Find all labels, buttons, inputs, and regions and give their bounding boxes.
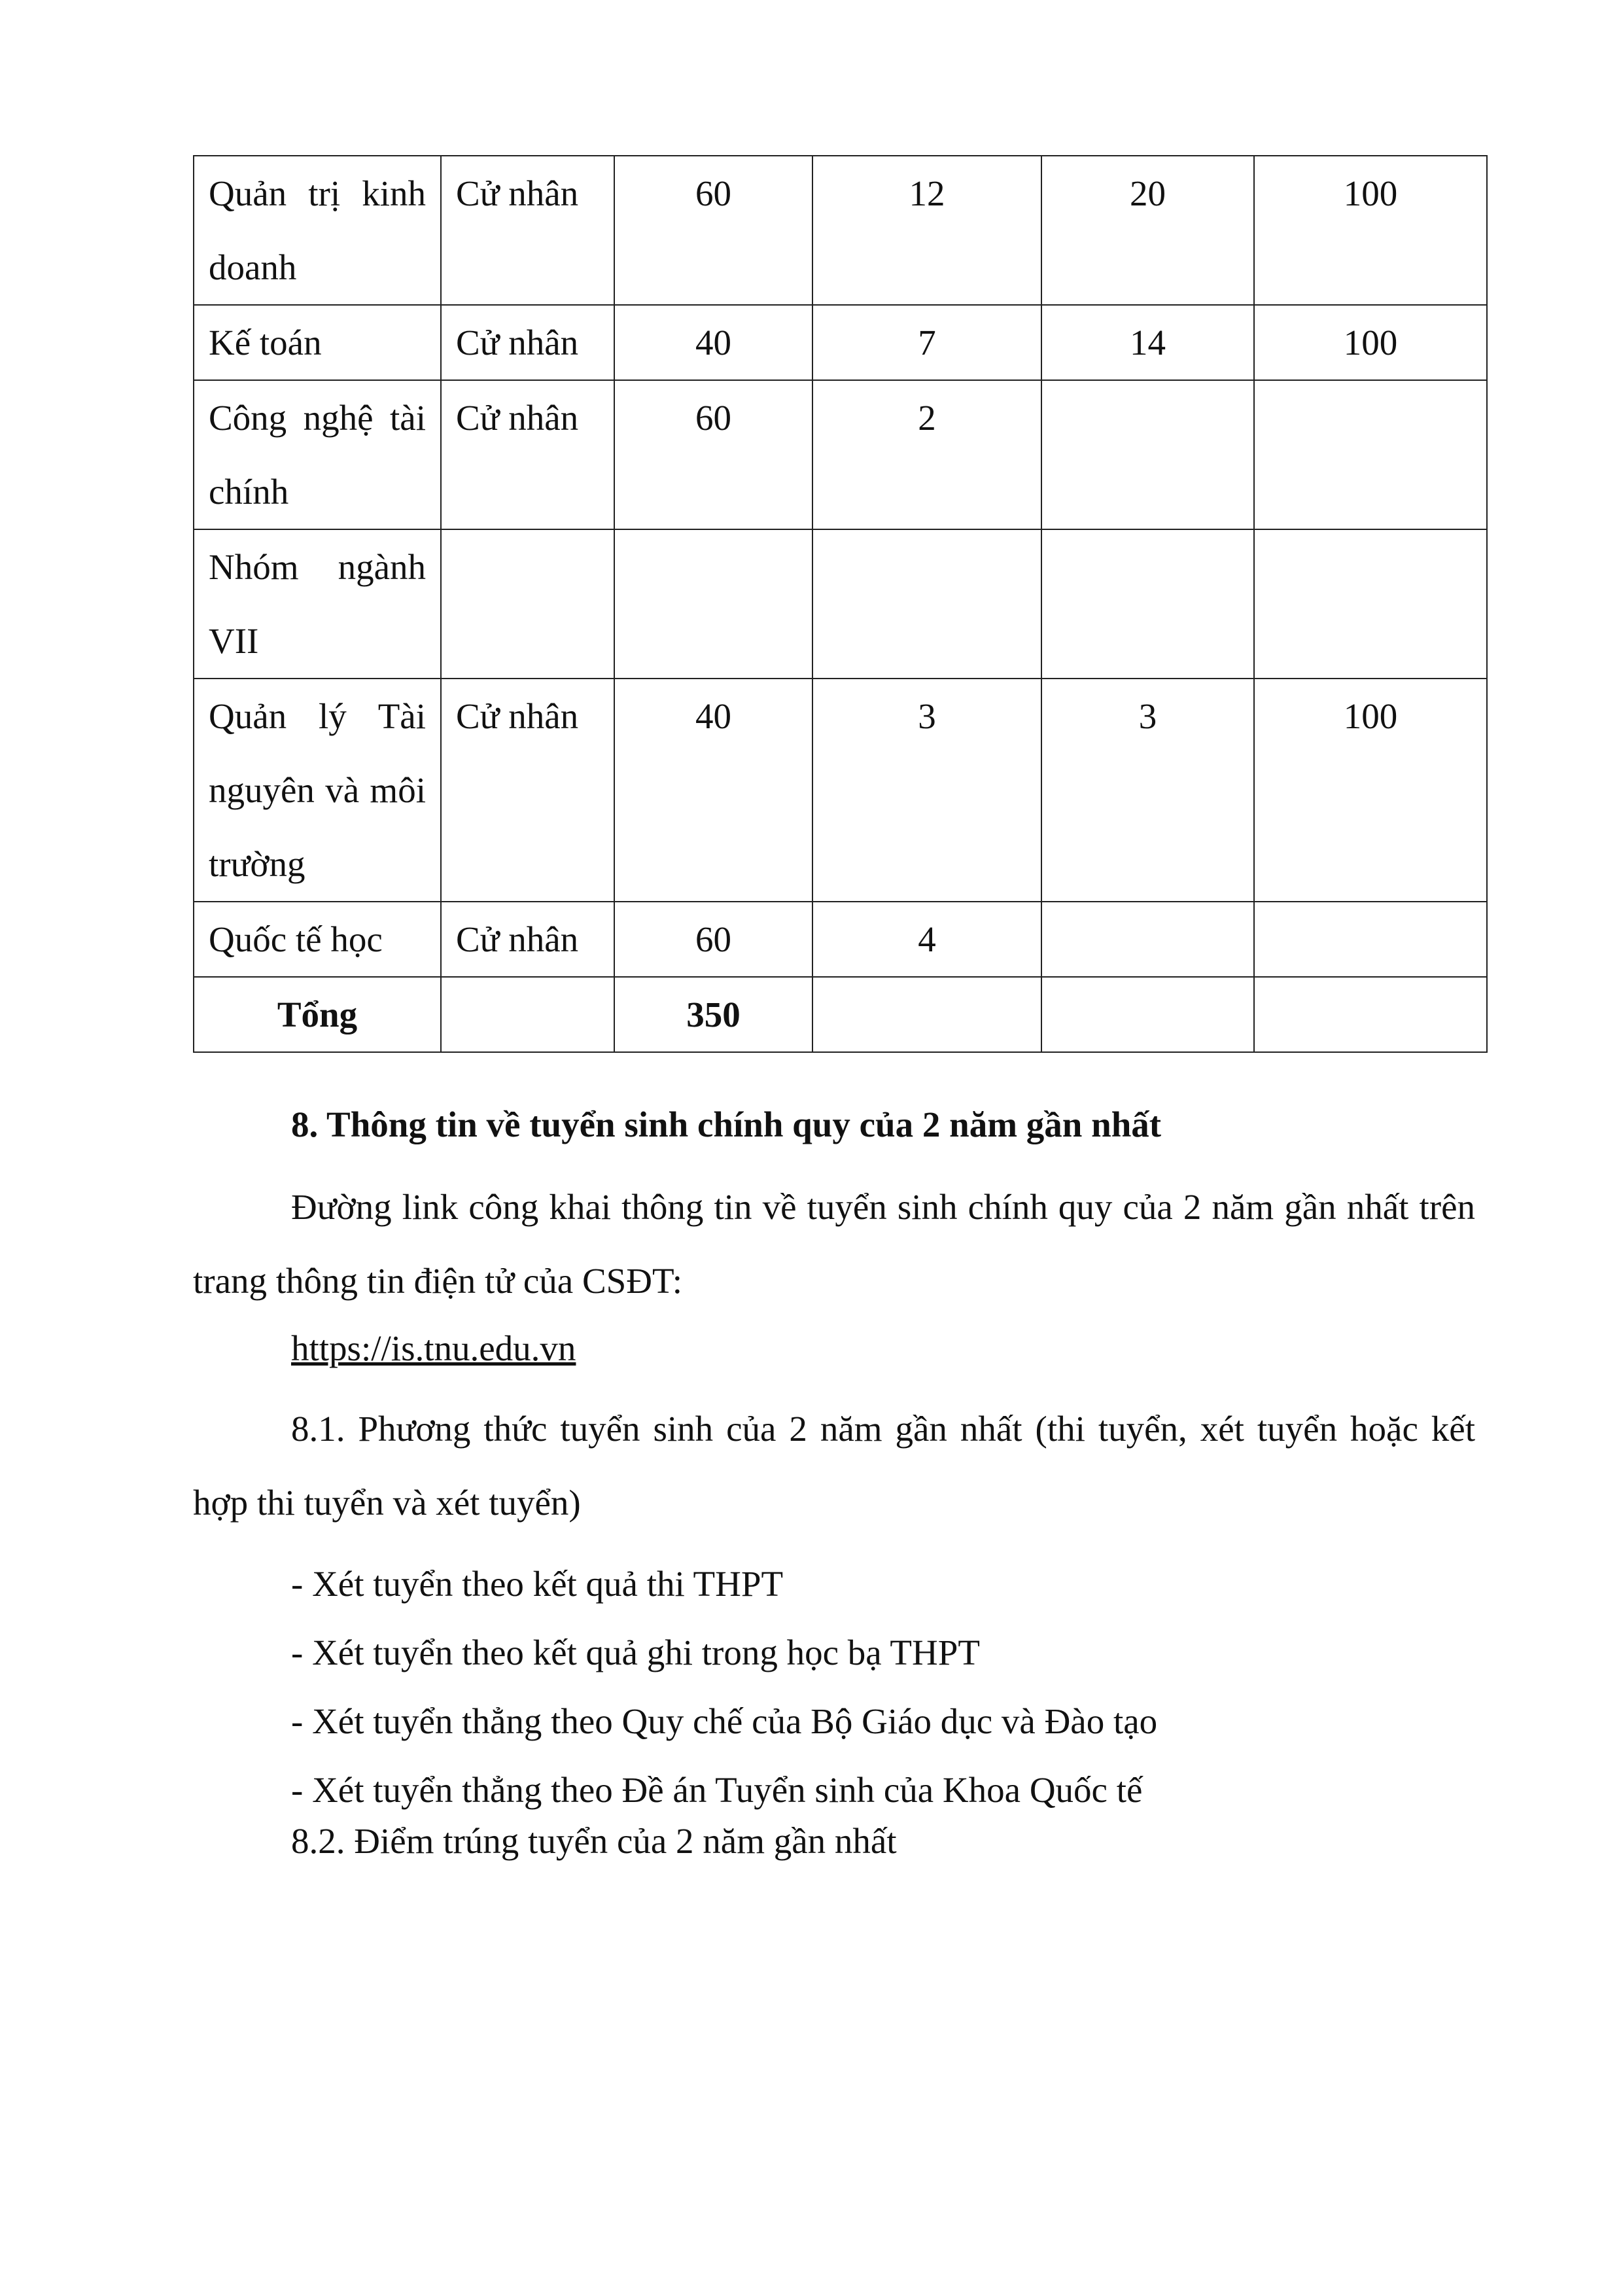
value-cell [1041,380,1254,529]
intro-paragraph: Đường link công khai thông tin về tuyển sinh chính quy của 2 năm gần nhất trên trang thông tin điện tử của CSĐT: [193,1187,1475,1301]
link-line [291,1326,576,1371]
table-row [194,902,1487,977]
degree-cell: Cử nhân [441,679,614,902]
subsection-8-2: 8.2. Điểm trúng tuyển của 2 năm gần nhất [291,1821,897,1861]
major-name: Quản lý Tài nguyên và môi trường [194,679,441,902]
table-row [194,679,1487,902]
subsection-8-1: 8.1. Phương thức tuyển sinh của 2 năm gần nhất (thi tuyển, xét tuyển hoặc kết hợp thi tuyển và xét tuyển) [193,1409,1475,1523]
major-name: Quản trị kinh doanh [194,156,441,305]
total-value: 350 [614,977,812,1052]
table-row [194,529,1487,679]
degree-cell [441,529,614,679]
method-item: - Xét tuyển theo kết quả ghi trong học bạ THPT [291,1633,980,1672]
group-name: Nhóm ngành VII [194,529,441,679]
value-cell: 40 [614,305,812,380]
method-item: - Xét tuyển thẳng theo Quy chế của Bộ Giáo dục và Đào tạo [291,1701,1158,1741]
value-cell [614,529,812,679]
value-cell: 14 [1041,305,1254,380]
value-cell: 100 [1254,156,1487,305]
value-cell [812,529,1041,679]
value-cell: 3 [812,679,1041,902]
degree-cell: Cử nhân [441,902,614,977]
value-cell [1254,380,1487,529]
table-row [194,305,1487,380]
admissions-link[interactable]: https://is.tnu.edu.vn [291,1328,576,1368]
table-row [194,156,1487,305]
value-cell: 4 [812,902,1041,977]
value-cell: 20 [1041,156,1254,305]
degree-cell: Cử nhân [441,156,614,305]
major-name: Công nghệ tài chính [194,380,441,529]
value-cell [1041,902,1254,977]
empty-cell [1254,977,1487,1052]
value-cell: 100 [1254,305,1487,380]
value-cell: 12 [812,156,1041,305]
empty-cell [441,977,614,1052]
table-row [194,380,1487,529]
value-cell [1041,529,1254,679]
value-cell: 100 [1254,679,1487,902]
value-cell: 40 [614,679,812,902]
empty-cell [812,977,1041,1052]
value-cell: 60 [614,156,812,305]
value-cell [1254,902,1487,977]
value-cell: 3 [1041,679,1254,902]
value-cell: 7 [812,305,1041,380]
section-heading: 8. Thông tin về tuyển sinh chính quy của 2 năm gần nhất [291,1104,1162,1144]
table-row-total [194,977,1487,1052]
major-name: Kế toán [194,305,441,380]
degree-cell: Cử nhân [441,305,614,380]
value-cell: 60 [614,380,812,529]
method-item: - Xét tuyển thẳng theo Đề án Tuyển sinh của Khoa Quốc tế [291,1770,1143,1810]
value-cell [1254,529,1487,679]
major-name: Quốc tế học [194,902,441,977]
degree-cell: Cử nhân [441,380,614,529]
value-cell: 2 [812,380,1041,529]
value-cell: 60 [614,902,812,977]
total-label: Tổng [194,977,441,1052]
empty-cell [1041,977,1254,1052]
method-item: - Xét tuyển theo kết quả thi THPT [291,1564,784,1604]
enrollment-table [193,155,1488,1053]
